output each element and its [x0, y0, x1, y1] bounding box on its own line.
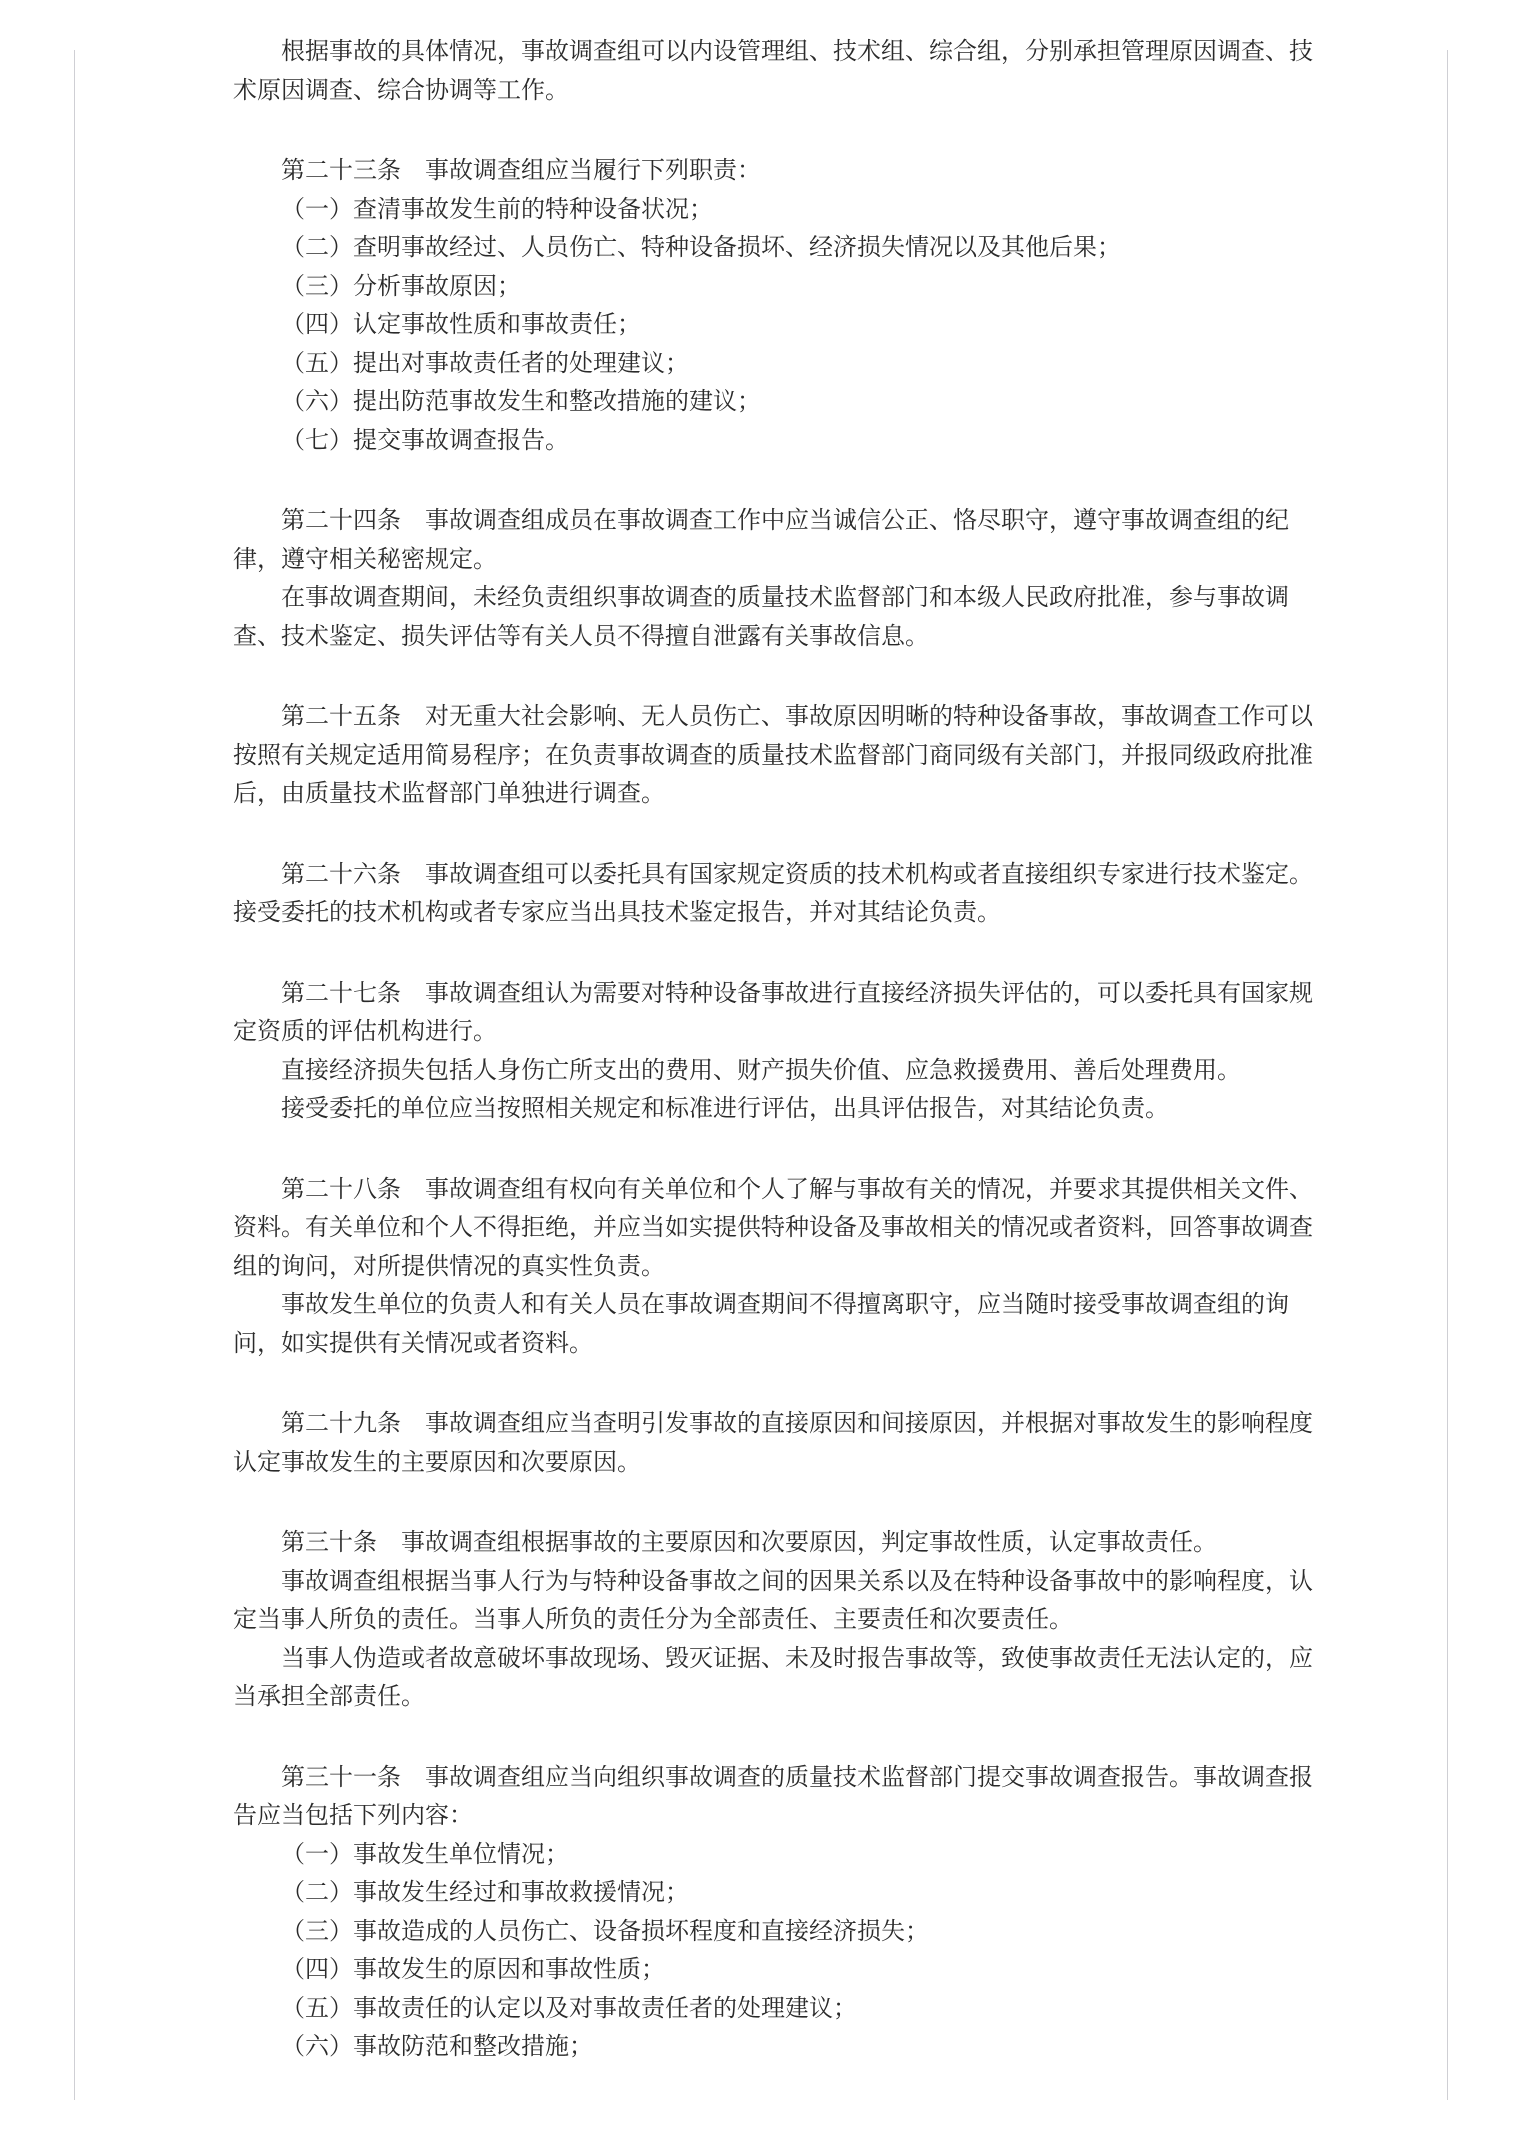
document-content	[233, 33, 1353, 2067]
paragraph	[233, 268, 1353, 307]
article-section	[233, 502, 1353, 656]
paragraph	[233, 1563, 1353, 1640]
paragraph	[233, 1286, 1353, 1363]
paragraph	[233, 1171, 1353, 1287]
text-line: 告应当包括下列内容：	[233, 1803, 473, 1829]
paragraph	[233, 33, 1353, 110]
text-line: 直接经济损失包括人身伤亡所支出的费用、财产损失价值、应急救援费用、善后处理费用。	[281, 1057, 1241, 1084]
text-line: 事故调查组根据当事人行为与特种设备事故之间的因果关系以及在特种设备事故中的影响程度，认	[281, 1568, 1313, 1595]
article-section	[233, 975, 1353, 1129]
text-line: 事故发生单位的负责人和有关人员在事故调查期间不得擅离职守，应当随时接受事故调查组的询	[281, 1292, 1289, 1318]
text-line: 第二十七条 事故调查组认为需要对特种设备事故进行直接经济损失评估的，可以委托具有国家规	[281, 980, 1313, 1007]
text-line: （四）认定事故性质和事故责任；	[281, 312, 641, 338]
page-border-left	[74, 50, 75, 2100]
paragraph	[233, 383, 1353, 422]
text-line: 后，由质量技术监督部门单独进行调查。	[233, 781, 665, 807]
text-line: 接受委托的技术机构或者专家应当出具技术鉴定报告，并对其结论负责。	[233, 900, 1001, 926]
text-line: 定资质的评估机构进行。	[233, 1019, 497, 1045]
paragraph	[233, 1874, 1353, 1913]
text-line: （五）提出对事故责任者的处理建议；	[281, 350, 689, 377]
paragraph	[233, 191, 1353, 230]
paragraph	[233, 579, 1353, 656]
paragraph	[233, 1836, 1353, 1875]
text-line: 律，遵守相关秘密规定。	[233, 546, 497, 573]
text-line: 根据事故的具体情况，事故调查组可以内设管理组、技术组、综合组，分别承担管理原因调查、技	[281, 39, 1313, 65]
text-line: 按照有关规定适用简易程序；在负责事故调查的质量技术监督部门商同级有关部门，并报同级政府批准	[233, 742, 1313, 769]
paragraph	[233, 345, 1353, 384]
text-line: （一）查清事故发生前的特种设备状况；	[281, 196, 713, 223]
article-section	[233, 856, 1353, 933]
text-line: （三）事故造成的人员伤亡、设备损坏程度和直接经济损失；	[281, 1918, 929, 1945]
text-line: 第三十一条 事故调查组应当向组织事故调查的质量技术监督部门提交事故调查报告。事故调查报	[281, 1764, 1313, 1791]
text-line: 第二十八条 事故调查组有权向有关单位和个人了解与事故有关的情况，并要求其提供相关文件、	[281, 1176, 1313, 1203]
article-section	[233, 698, 1353, 814]
article-section	[233, 1405, 1353, 1482]
paragraph	[233, 1640, 1353, 1717]
paragraph	[233, 1405, 1353, 1482]
text-line: （二）事故发生经过和事故救援情况；	[281, 1880, 689, 1906]
text-line: 术原因调查、综合协调等工作。	[233, 77, 569, 104]
text-line: 查、技术鉴定、损失评估等有关人员不得擅自泄露有关事故信息。	[233, 623, 929, 650]
text-line: 在事故调查期间，未经负责组织事故调查的质量技术监督部门和本级人民政府批准，参与事故调	[281, 585, 1289, 611]
paragraph	[233, 2028, 1353, 2067]
paragraph	[233, 502, 1353, 579]
text-line: 当承担全部责任。	[233, 1684, 425, 1710]
paragraph	[233, 1951, 1353, 1990]
text-line: （四）事故发生的原因和事故性质；	[281, 1957, 665, 1983]
paragraph	[233, 1524, 1353, 1563]
article-section	[233, 1524, 1353, 1717]
paragraph	[233, 306, 1353, 345]
text-line: 第二十五条 对无重大社会影响、无人员伤亡、事故原因明晰的特种设备事故，事故调查工作可以	[281, 704, 1313, 730]
article-section	[233, 1171, 1353, 1364]
text-line: （二）查明事故经过、人员伤亡、特种设备损坏、经济损失情况以及其他后果；	[281, 235, 1121, 261]
continuation-paragraph-section	[233, 33, 1353, 110]
paragraph	[233, 229, 1353, 268]
paragraph	[233, 1759, 1353, 1836]
paragraph	[233, 698, 1353, 814]
page-border-right	[1447, 50, 1448, 2100]
text-line: 定当事人所负的责任。当事人所负的责任分为全部责任、主要责任和次要责任。	[233, 1607, 1073, 1633]
text-line: （五）事故责任的认定以及对事故责任者的处理建议；	[281, 1995, 857, 2022]
text-line: 当事人伪造或者故意破坏事故现场、毁灭证据、未及时报告事故等，致使事故责任无法认定的，应	[281, 1645, 1313, 1672]
text-line: （六）提出防范事故发生和整改措施的建议；	[281, 389, 761, 415]
paragraph	[233, 1990, 1353, 2029]
text-line: 第二十四条 事故调查组成员在事故调查工作中应当诚信公正、恪尽职守，遵守事故调查组的纪	[281, 508, 1289, 534]
paragraph	[233, 1913, 1353, 1952]
text-line: 接受委托的单位应当按照相关规定和标准进行评估，出具评估报告，对其结论负责。	[281, 1096, 1169, 1122]
paragraph	[233, 975, 1353, 1052]
paragraph	[233, 422, 1353, 461]
text-line: 第三十条 事故调查组根据事故的主要原因和次要原因，判定事故性质，认定事故责任。	[281, 1530, 1217, 1556]
paragraph	[233, 856, 1353, 933]
text-line: 认定事故发生的主要原因和次要原因。	[233, 1449, 641, 1476]
text-line: 第二十六条 事故调查组可以委托具有国家规定资质的技术机构或者直接组织专家进行技术鉴定。	[281, 861, 1313, 888]
text-line: （一）事故发生单位情况；	[281, 1841, 569, 1868]
text-line: 资料。有关单位和个人不得拒绝，并应当如实提供特种设备及事故相关的情况或者资料，回答事故调查	[233, 1215, 1313, 1241]
paragraph	[233, 152, 1353, 191]
text-line: （三）分析事故原因；	[281, 273, 521, 300]
text-line: 第二十九条 事故调查组应当查明引发事故的直接原因和间接原因，并根据对事故发生的影响程度	[281, 1411, 1313, 1437]
article-section	[233, 152, 1353, 460]
text-line: （七）提交事故调查报告。	[281, 427, 569, 454]
text-line: （六）事故防范和整改措施；	[281, 2034, 593, 2060]
paragraph	[233, 1090, 1353, 1129]
text-line: 组的询问，对所提供情况的真实性负责。	[233, 1253, 665, 1280]
article-section	[233, 1759, 1353, 2067]
text-line: 问，如实提供有关情况或者资料。	[233, 1330, 593, 1357]
paragraph	[233, 1052, 1353, 1091]
text-line: 第二十三条 事故调查组应当履行下列职责：	[281, 158, 761, 184]
